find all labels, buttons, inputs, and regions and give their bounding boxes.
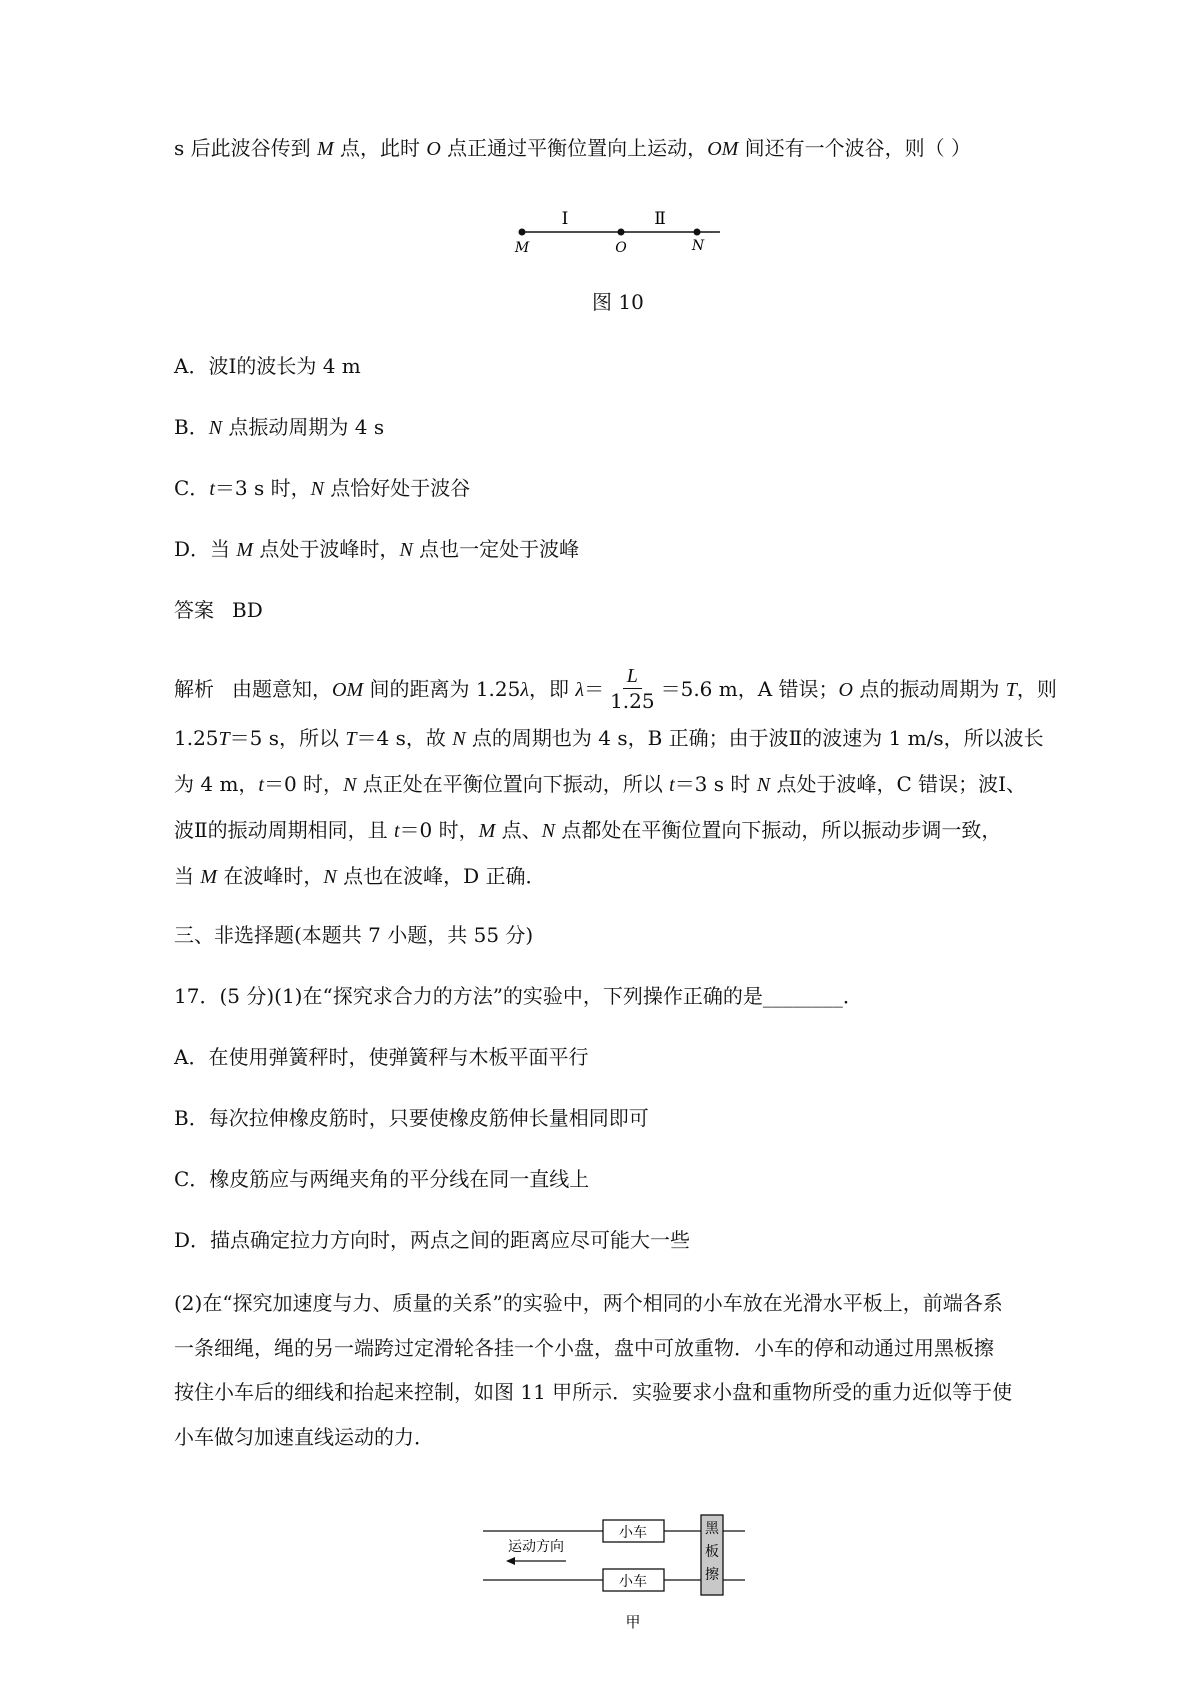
var-lambda: λ (520, 679, 530, 701)
var-n: N (541, 820, 555, 842)
var-n: N (310, 478, 324, 500)
var-t: t (209, 478, 215, 500)
var-m: M (316, 138, 334, 160)
var-n: N (343, 774, 357, 796)
var-t-period: T (218, 728, 230, 750)
direction-label: 运动方向 (508, 1539, 564, 1555)
text: s 后此波谷传到 (174, 136, 317, 160)
var-m: M (200, 866, 218, 888)
answer-label: 答案 (174, 598, 214, 622)
q17-option-c: C．橡皮筋应与两绳夹角的平分线在同一直线上 (174, 1167, 590, 1191)
text: 由题意知， (232, 677, 332, 701)
text: 为 4 m， (174, 772, 259, 796)
q17-part2-line-1: (2)在“探究加速度与力、质量的关系”的实验中，两个相同的小车放在光滑水平板上，前端各系 (174, 1291, 1003, 1315)
q17-option-b: B．每次拉伸橡皮筋时，只要使橡皮筋伸长量相同即可 (174, 1106, 649, 1130)
text: 点的周期也为 4 s，B 正确；由于波Ⅱ的波速为 1 m/s，所以波长 (465, 726, 1044, 750)
analysis-label: 解析 (174, 677, 214, 701)
text: 点，此时 (333, 136, 427, 160)
text: 1.25 (174, 726, 219, 750)
var-t-period: T (1005, 679, 1017, 701)
wave-ii-label: Ⅱ (654, 209, 666, 229)
cart-lower-label: 小车 (619, 1574, 647, 1590)
cart-upper-label: 小车 (619, 1525, 647, 1541)
var-n: N (208, 417, 223, 439)
text: ＝5.6 m，A 错误； (660, 677, 839, 701)
text: 间的距离为 1.25 (363, 677, 521, 701)
var-m: M (478, 820, 496, 842)
fraction-denominator: 1.25 (610, 689, 655, 713)
var-n: N (399, 539, 413, 561)
text: 在波峰时， (217, 864, 324, 888)
var-m: M (236, 539, 254, 561)
text: B． (174, 415, 209, 439)
text: ＝4 s，故 (356, 726, 453, 750)
q17-part2-line-4: 小车做匀加速直线运动的力． (174, 1425, 434, 1449)
text: ＝5 s，所以 (229, 726, 346, 750)
text: ＝3 s 时， (214, 476, 311, 500)
q17-option-a: A．在使用弹簧秤时，使弹簧秤与木板平面平行 (174, 1045, 589, 1069)
text: 点的振动周期为 (852, 677, 1006, 701)
text: 波Ⅱ的振动周期相同，且 (174, 818, 394, 842)
section-heading: 三、非选择题(本题共 7 小题，共 55 分) (174, 923, 534, 947)
wave-i-label: Ⅰ (561, 209, 569, 229)
var-t: t (669, 774, 675, 796)
var-lambda: λ (575, 679, 585, 701)
text: 点振动周期为 4 s (222, 415, 385, 439)
text: C． (174, 476, 210, 500)
text: ，即 (529, 677, 576, 701)
text: 点也一定处于波峰 (412, 537, 580, 561)
var-om: OM (707, 138, 739, 160)
text: 点、 (495, 818, 542, 842)
var-n: N (452, 728, 466, 750)
text: ，则 (1016, 677, 1057, 701)
text: 点正通过平衡位置向上运动， (440, 136, 708, 160)
text: 点恰好处于波谷 (323, 476, 471, 500)
point-m-label: M (514, 240, 530, 256)
question-17-stem: 17．(5 分)(1)在“探究求合力的方法”的实验中，下列操作正确的是________． (174, 984, 863, 1008)
text: 间还有一个波谷，则（ ） (738, 136, 972, 160)
fraction-numerator: L (623, 664, 642, 689)
var-o: O (838, 679, 853, 701)
text: ＝0 时， (399, 818, 479, 842)
direction-arrow-icon (506, 1557, 515, 1565)
text: 点也在波峰，D 正确． (336, 864, 546, 888)
eraser-char-2: 板 (705, 1544, 719, 1560)
point-o-label: O (615, 240, 627, 256)
text: ＝3 s 时 (674, 772, 757, 796)
var-t: t (258, 774, 264, 796)
text: 点处于波峰时， (253, 537, 400, 561)
var-om: OM (332, 679, 364, 701)
text: 点正处在平衡位置向下振动，所以 (356, 772, 670, 796)
text: D．当 (174, 537, 237, 561)
eraser-char-3: 擦 (705, 1567, 719, 1583)
figure-11-caption: 甲 (625, 1613, 641, 1631)
var-t-period: T (345, 728, 357, 750)
answer-value: BD (232, 598, 263, 622)
text: 当 (174, 864, 201, 888)
var-o: O (426, 138, 441, 160)
text: A．波Ⅰ的波长为 4 m (174, 354, 361, 378)
point-n-label: N (691, 238, 705, 254)
text: 点都处在平衡位置向下振动，所以振动步调一致， (554, 818, 1002, 842)
q17-part2-line-3: 按住小车后的细线和抬起来控制，如图 11 甲所示．实验要求小盘和重物所受的重力近似等于使 (174, 1380, 1013, 1404)
text: ＝0 时， (263, 772, 344, 796)
eraser-char-1: 黑 (705, 1521, 719, 1537)
var-n: N (756, 774, 771, 796)
text: ＝ (584, 677, 605, 701)
q17-part2-line-2: 一条细绳，绳的另一端跨过定滑轮各挂一个小盘，盘中可放重物．小车的停和动通过用黑板擦 (174, 1336, 994, 1360)
text: 点处于波峰，C 错误；波Ⅰ、 (770, 772, 1027, 796)
q17-option-d: D．描点确定拉力方向时，两点之间的距离应尽可能大一些 (174, 1228, 691, 1252)
var-t: t (393, 820, 400, 842)
var-n: N (323, 866, 337, 888)
figure-10-caption: 图 10 (592, 290, 644, 314)
